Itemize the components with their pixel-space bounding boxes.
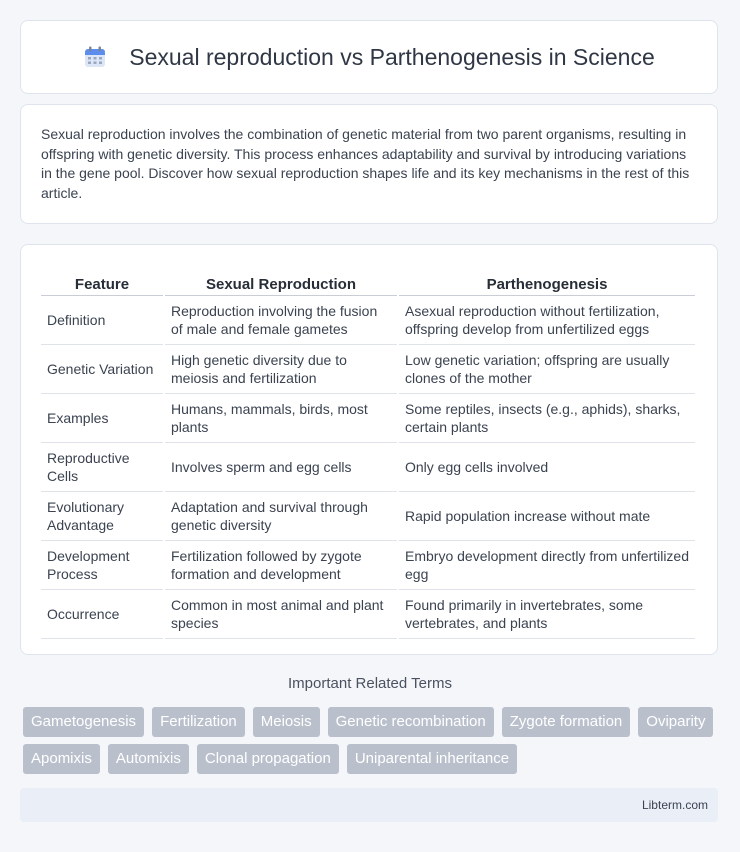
feature-cell: Reproductive Cells: [41, 443, 163, 492]
sexual-reproduction-cell: Common in most animal and plant species: [165, 590, 397, 639]
related-term-tag[interactable]: Genetic recombination: [328, 707, 494, 737]
related-term-tag[interactable]: Uniparental inheritance: [347, 744, 517, 774]
table-row: [41, 541, 695, 590]
page-title: Sexual reproduction vs Parthenogenesis in Science: [129, 43, 655, 70]
footer-site-link[interactable]: Libterm.com: [641, 798, 708, 812]
sexual-reproduction-cell: Involves sperm and egg cells: [165, 443, 397, 492]
related-term-tag[interactable]: Automixis: [108, 744, 189, 774]
parthenogenesis-cell: Found primarily in invertebrates, some vertebrates, and plants: [399, 590, 695, 639]
parthenogenesis-cell: Rapid population increase without mate: [399, 492, 695, 541]
comparison-card: [20, 244, 718, 655]
intro-card: [20, 104, 718, 224]
table-row: [41, 443, 695, 492]
header-card: [20, 20, 718, 94]
sexual-reproduction-cell: Fertilization followed by zygote formation and development: [165, 541, 397, 590]
column-header-parthenogenesis: Parthenogenesis: [399, 265, 695, 296]
table-row: [41, 345, 695, 394]
feature-cell: Development Process: [41, 541, 163, 590]
parthenogenesis-cell: Asexual reproduction without fertilization, offspring develop from unfertilized eggs: [399, 296, 695, 345]
related-term-tag[interactable]: Gametogenesis: [23, 707, 144, 737]
intro-text: Sexual reproduction involves the combination of genetic material from two parent organisms, resulting in offspring with genetic diversity. This process enhances adaptability and survival by introducing variations in the gene pool. Discover how sexual reproduction shapes life and its key mechanisms in the rest of this article.: [41, 126, 690, 201]
feature-cell: Genetic Variation: [41, 345, 163, 394]
related-term-tag[interactable]: Apomixis: [23, 744, 100, 774]
sexual-reproduction-cell: Adaptation and survival through genetic diversity: [165, 492, 397, 541]
column-header-sexual-reproduction: Sexual Reproduction: [165, 265, 397, 296]
feature-cell: Definition: [41, 296, 163, 345]
feature-cell: Evolutionary Advantage: [41, 492, 163, 541]
table-row: [41, 296, 695, 345]
sexual-reproduction-cell: Humans, mammals, birds, most plants: [165, 394, 397, 443]
related-terms-title: Important Related Terms: [288, 675, 452, 692]
related-term-tag[interactable]: Oviparity: [638, 707, 713, 737]
related-term-tag[interactable]: Clonal propagation: [197, 744, 339, 774]
table-row: [41, 492, 695, 541]
parthenogenesis-cell: Some reptiles, insects (e.g., aphids), sharks, certain plants: [399, 394, 695, 443]
parthenogenesis-cell: Embryo development directly from unfertilized egg: [399, 541, 695, 590]
related-terms-list: [23, 707, 723, 774]
sexual-reproduction-cell: High genetic diversity due to meiosis and fertilization: [165, 345, 397, 394]
parthenogenesis-cell: Low genetic variation; offspring are usually clones of the mother: [399, 345, 695, 394]
related-term-tag[interactable]: Meiosis: [253, 707, 320, 737]
comparison-table: [39, 265, 697, 639]
related-term-tag[interactable]: Zygote formation: [502, 707, 631, 737]
table-row: [41, 590, 695, 639]
feature-cell: Occurrence: [41, 590, 163, 639]
footer: [20, 788, 718, 822]
calendar-icon: [83, 45, 107, 69]
table-row: [41, 394, 695, 443]
related-term-tag[interactable]: Fertilization: [152, 707, 245, 737]
sexual-reproduction-cell: Reproduction involving the fusion of male and female gametes: [165, 296, 397, 345]
table-header-row: [41, 265, 695, 296]
column-header-feature: Feature: [41, 265, 163, 296]
parthenogenesis-cell: Only egg cells involved: [399, 443, 695, 492]
feature-cell: Examples: [41, 394, 163, 443]
header: [83, 44, 655, 71]
